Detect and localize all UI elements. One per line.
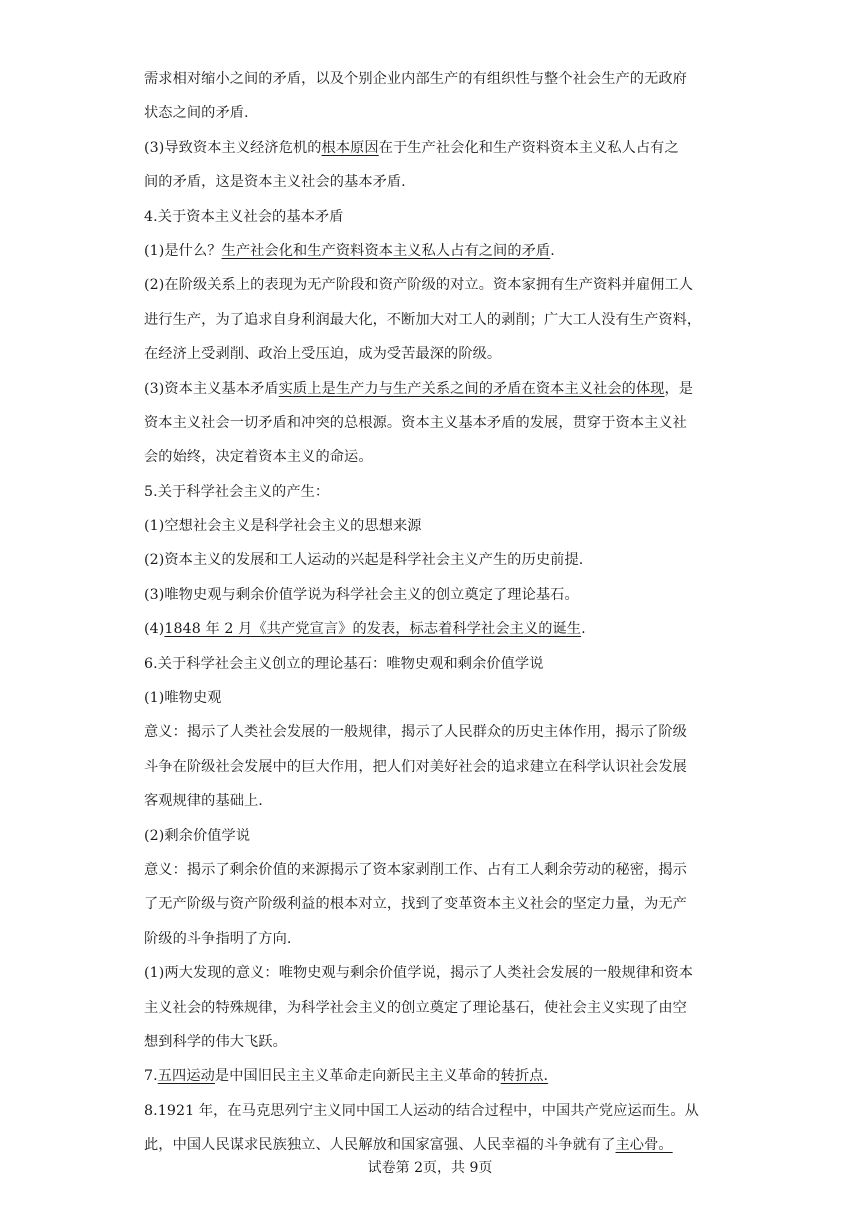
text-line	[144, 991, 720, 1025]
text-segment: (3)唯物史观与剩余价值学说为科学社会主义的创立奠定了理论基石。	[144, 586, 579, 603]
text-line	[144, 681, 720, 715]
underlined-text: 根本原因	[321, 139, 379, 156]
text-line	[144, 1025, 720, 1059]
text-line	[144, 234, 720, 268]
text-line	[144, 819, 720, 853]
text-segment: (4)	[144, 621, 165, 638]
text-segment: 想到科学的伟大飞跃。	[144, 1033, 287, 1050]
text-segment: (2)剩余价值学说	[144, 827, 251, 844]
text-line	[144, 853, 720, 887]
text-segment: (1)唯物史观	[144, 690, 222, 707]
text-segment: 需求相对缩小之间的矛盾，以及个别企业内部生产的有组织性与整个社会生产的无政府	[144, 71, 687, 87]
text-segment: 主义社会的特殊规律，为科学社会主义的创立奠定了理论基石，使社会主义实现了由空	[144, 999, 687, 1016]
text-segment: 进行生产，为了追求自身利润最大化，不断加大对工人的剥削；广大工人没有生产资料，	[144, 311, 702, 328]
text-line	[144, 784, 720, 818]
text-line	[144, 165, 720, 199]
text-line	[144, 578, 720, 612]
text-line	[144, 887, 720, 921]
text-line	[144, 96, 720, 130]
text-segment: (2)在阶级关系上的表现为无产阶段和资产阶级的对立。资本家拥有生产资料并雇佣工人	[144, 277, 694, 294]
text-line	[144, 922, 720, 956]
text-line	[144, 509, 720, 543]
text-segment: (3)导致资本主义经济危机的	[144, 139, 322, 156]
text-line	[144, 647, 720, 681]
text-segment: (1)两大发现的意义：唯物史观与剩余价值学说，揭示了人类社会发展的一般规律和资本	[144, 965, 694, 982]
text-line	[144, 956, 720, 990]
text-segment: (1)空想社会主义是科学社会主义的思想来源	[144, 518, 422, 535]
text-segment: (3)资本主义基本矛盾	[144, 380, 279, 397]
text-segment: 状态之间的矛盾.	[144, 105, 249, 122]
text-line	[144, 715, 720, 749]
text-segment: 阶级的斗争指明了方向.	[144, 930, 292, 947]
text-line	[144, 372, 720, 406]
underlined-text: 主心骨。	[615, 1137, 673, 1154]
text-segment: 客观规律的基础上.	[144, 793, 263, 810]
text-segment: 斗争在阶级社会发展中的巨大作用，把人们对美好社会的追求建立在科学认识社会发展	[144, 758, 687, 775]
text-line	[144, 1059, 720, 1093]
text-line	[144, 475, 720, 509]
text-line	[144, 543, 720, 577]
text-segment: 意义：揭示了人类社会发展的一般规律，揭示了人民群众的历史主体作用，揭示了阶级	[144, 724, 687, 741]
underlined-text: 1848 年 2 月《共产党宣言》的发表，标志着科学社会主义的诞生	[164, 621, 582, 638]
text-segment: 资本主义社会一切矛盾和冲突的总根源。资本主义基本矛盾的发展，贯穿于资本主义社	[144, 414, 687, 431]
page-footer: 试卷第 2页，共 9页	[367, 1160, 493, 1176]
underlined-text: 生产社会化和生产资料资本主义私人占有之间的矛盾	[221, 242, 551, 259]
text-line	[144, 303, 720, 337]
text-segment: 是中国旧民主主义革命走向新民主主义革命的	[214, 1068, 501, 1085]
underlined-text: 转折点.	[500, 1068, 549, 1085]
text-segment: 意义：揭示了剩余价值的来源揭示了资本家剥削工作、占有工人剩余劳动的秘密，揭示	[144, 861, 687, 878]
text-segment: 4.关于资本主义社会的基本矛盾	[144, 208, 344, 225]
document-body	[144, 62, 720, 1163]
text-segment: 此，中国人民谋求民族独立、人民解放和国家富强、人民幸福的斗争就有了	[144, 1137, 616, 1154]
text-line	[144, 268, 720, 302]
text-segment: (1)是什么？	[144, 242, 222, 259]
text-line	[144, 62, 720, 96]
text-segment: 7.	[144, 1068, 158, 1085]
text-line	[144, 440, 720, 474]
text-line	[144, 200, 720, 234]
text-line	[144, 131, 720, 165]
text-segment: .	[581, 621, 586, 638]
text-segment: 8.1921 年，在马克思列宁主义同中国工人运动的结合过程中，中国共产党应运而生。从	[144, 1102, 699, 1119]
text-segment: (2)资本主义的发展和工人运动的兴起是科学社会主义产生的历史前提.	[144, 552, 584, 569]
text-segment: 间的矛盾，这是资本主义社会的基本矛盾.	[144, 174, 406, 191]
text-line	[144, 612, 720, 646]
underlined-text: 五四运动	[157, 1068, 215, 1085]
underlined-text: 实质上是生产力与生产关系之间的矛盾在资本主义社会的体现	[278, 380, 665, 397]
text-line	[144, 750, 720, 784]
text-line	[144, 1094, 720, 1128]
text-segment: ，是	[664, 380, 694, 397]
text-segment: 了无产阶级与资产阶级利益的根本对立，找到了变革资本主义社会的坚定力量，为无产	[144, 896, 687, 913]
text-segment: 在经济上受剥削、政治上受压迫，成为受苦最深的阶级。	[144, 346, 502, 363]
text-segment: 在于生产社会化和生产资料资本主义私人占有之	[378, 139, 679, 156]
text-line	[144, 406, 720, 440]
text-segment: 6.关于科学社会主义创立的理论基石：唯物史观和剩余价值学说	[144, 655, 544, 672]
text-segment: 会的始终，决定着资本主义的命运。	[144, 449, 373, 466]
text-line	[144, 337, 720, 371]
text-segment: 5.关于科学社会主义的产生：	[144, 483, 330, 500]
text-segment: .	[550, 242, 555, 259]
